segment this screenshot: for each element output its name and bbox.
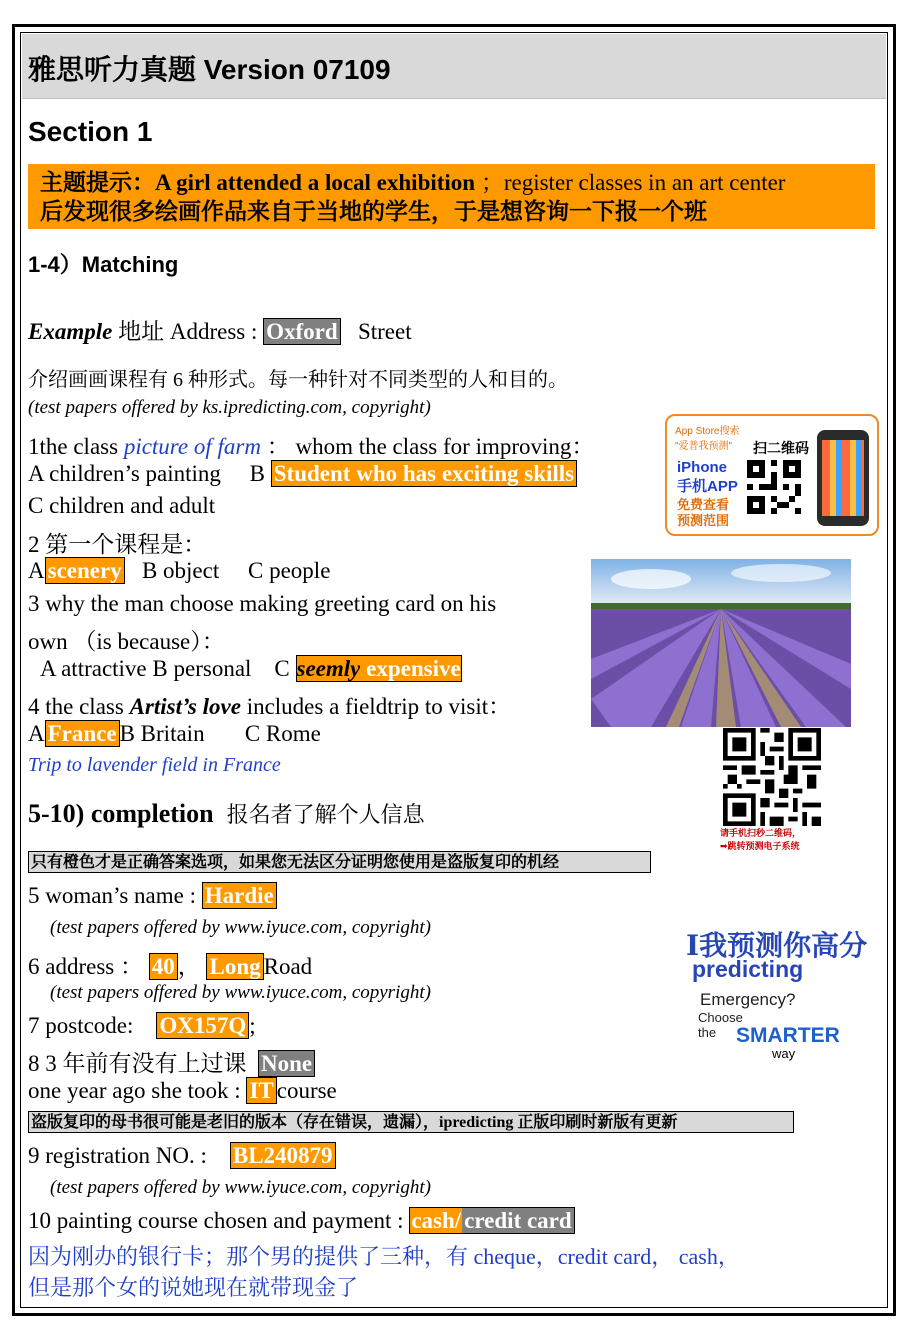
q3-opt-a: A attractive [40,656,147,681]
q2-question: 2 第一个课程是： [28,532,207,557]
q10-note-1: 因为刚办的银行卡；那个男的提供了三种，有 cheque，credit card， cash， [28,1244,740,1269]
predict-qr-code[interactable] [723,728,821,826]
q1-opt-a: A children’s painting [28,461,221,486]
q1-answer-b: Student who has exciting skills [271,460,577,487]
theme-line-1: 主题提示：A girl attended a local exhibition ；register classes in an art center [40,170,786,195]
lavender-field-photo [591,559,851,727]
q2-opt-c: C people [248,558,331,583]
copyright-iyuce-2: (test papers offered by www.iyuce.com, copyright) [50,982,431,1003]
part1-heading: 1-4）Matching [28,252,179,277]
section-title: Section 1 [28,116,153,147]
q10-answer [409,1207,574,1234]
theme-rest-en: ；register classes in an art center [480,170,786,195]
q7-line: 7 postcode: OX157Q ; [28,1013,256,1038]
q5-line [28,883,277,909]
q1-prefix: 1the class [28,434,119,459]
q3-line2: own （is because）： [28,629,225,654]
example-cn: 地址 [118,319,165,344]
page-title: 雅思听力真题 Version 07109 [28,54,391,85]
q8-label2: one year ago she took : [28,1078,241,1103]
theme-line-2: 后发现很多绘画作品来自于当地的学生，于是想咨询一下报一个班 [40,199,707,224]
q1-question: ： whom the class for improving： [266,434,595,459]
q3-options [40,656,462,682]
q3-opt-c: C [274,656,290,681]
app-store-text: App Store搜索 "爱普我预测" [675,426,740,452]
warning-orange-only: 只有橙色才是正确答案选项，如果您无法区分证明您使用是盗版复印的机经 [28,851,651,873]
q10-label: 10 painting course chosen and payment : [28,1208,404,1233]
q6-answer-street: Long [206,953,263,980]
q4-answer-a: France [45,720,120,747]
logo-emergency: Emergency? [700,990,796,1009]
free-view-label: 免费查看 预测范围 [677,498,730,529]
scan-qr-label: 扫二维码 [753,441,809,457]
q4-line [28,688,511,721]
q7-answer: OX157Q [156,1012,249,1039]
example-label: Example [28,319,113,344]
q3-line1: 3 why the man choose making greeting card on his [28,591,497,616]
ipredicting-logo [686,924,868,1064]
example-field: Address : [169,319,258,344]
q2-opt-a: A [28,558,45,583]
warning-pirated-copy: 盗版复印的母书很可能是老旧的版本（存在错误，遗漏），ipredicting 正版印刷时新版有更新 [28,1111,794,1133]
q4-question: includes a fieldtrip to visit： [246,694,512,719]
q3-answer-c: seemly expensive [296,656,461,681]
q6-line: 6 address ： 40 ， Long Road [28,954,313,979]
q8-answer2: IT [246,1077,276,1104]
q9-label: 9 registration NO. : [28,1143,207,1168]
q2-options [28,558,330,584]
q9-line [28,1143,336,1169]
q5-label: 5 woman’s name : [28,883,196,908]
ad-qr-code [747,460,801,514]
copyright-iyuce-1: (test papers offered by www.iyuce.com, copyright) [50,917,431,938]
logo-way: way [772,1046,796,1061]
q4-opt-c: C Rome [244,721,321,746]
logo-slogan: I我预测你高分 [686,929,868,962]
q1-options-ab [28,461,577,487]
q4-name: Artist’s love [129,694,241,719]
part2-title: 5-10) completion [28,799,214,828]
q1-line [28,428,594,461]
logo-smarter: SMARTER [736,1024,840,1047]
theme-bold-en: A girl attended a local exhibition [155,170,476,195]
q8-line [28,1045,315,1078]
logo-brand: predicting [692,956,804,982]
q4-opt-a: A [28,721,45,746]
copyright-iyuce-3: (test papers offered by www.iyuce.com, copyright) [50,1177,431,1198]
example-answer: Oxford [263,318,341,345]
copyright-ks: (test papers offered by ks.ipredicting.com, copyright) [28,397,431,418]
theme-label: 主题提示 [40,170,132,195]
iphone-app-label: iPhone 手机APP [677,459,738,495]
part2-cn: 报名者了解个人信息 [226,802,425,827]
q2-opt-b: B object [141,558,220,583]
q8-line2: one year ago she took : IT course [28,1078,337,1103]
q6-answer-number: 40 [149,953,178,980]
q5-answer: Hardie [202,882,277,909]
qr-caption: 请手机扫秒二维码， ➡跳转预测电子系统 [720,829,802,852]
q4-prefix: 4 the class [28,694,124,719]
q10-line [28,1208,575,1234]
q4-opt-b: B Britain [119,721,205,746]
q8-answer: None [258,1050,315,1077]
q8-label: 8 3 年前有没有上过课 [28,1051,247,1076]
q6-tail: Road [263,954,313,979]
q1-opt-b: B [249,461,266,486]
logo-choose: Choose the [698,1010,743,1040]
q10-note-2: 但是那个女的说她现在就带现金了 [28,1275,359,1300]
q2-answer-a: scenery [45,557,125,584]
q10-answer-credit: credit card [464,1208,572,1233]
part2-heading [28,798,425,829]
q4-note: Trip to lavender field in France [28,754,281,776]
q1-opt-c: C children and adult [28,493,216,518]
example-line [28,313,412,346]
app-ad-card[interactable] [665,414,879,536]
q3-opt-b: B personal [152,656,252,681]
q7-label: 7 postcode: [28,1013,134,1038]
q9-answer: BL240879 [230,1142,336,1169]
phone-screen [822,440,864,516]
q4-options [28,721,321,747]
q1-name: picture of farm [123,434,261,459]
intro-cn: 介绍画画课程有 6 种形式。每一种针对不同类型的人和目的。 [28,369,568,391]
q10-answer-cash: cash/ [411,1208,462,1233]
theme-box [28,164,875,229]
example-tail: Street [357,319,412,344]
q6-label: 6 address ： [28,954,143,979]
